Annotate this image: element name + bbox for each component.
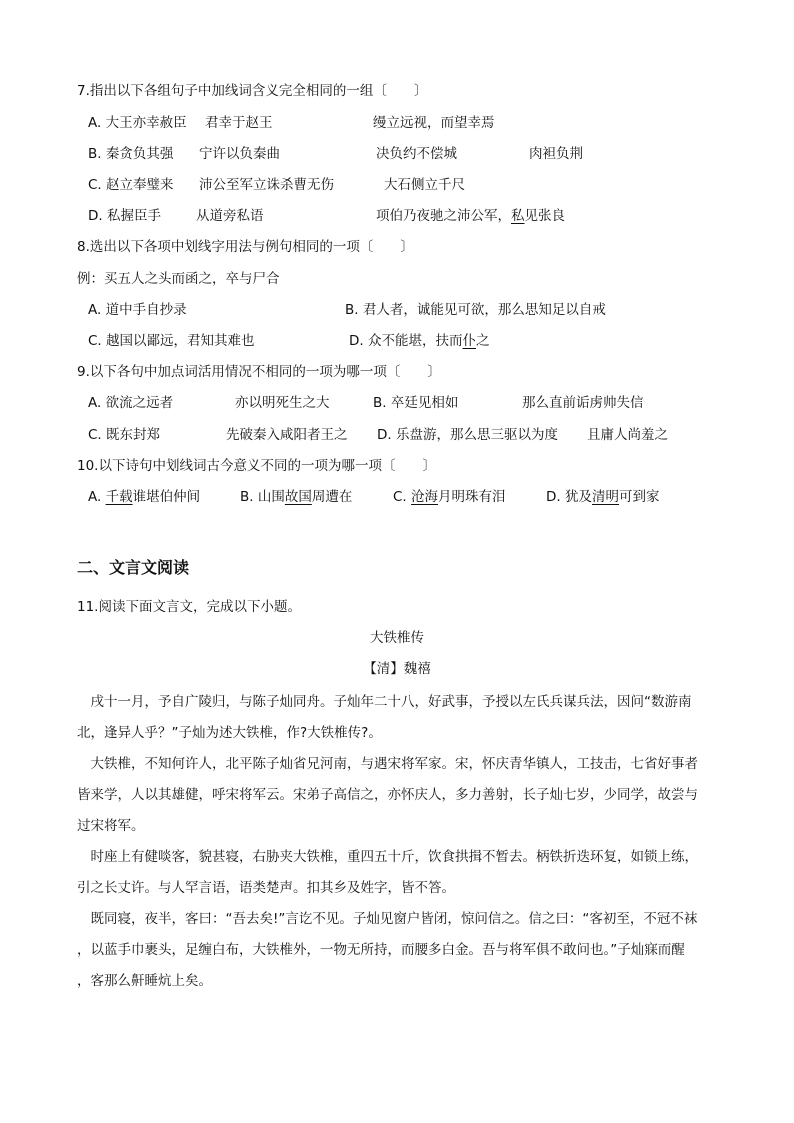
question-10-stem: 10.以下诗句中划线词古今意义不同的一项为哪一项〔 〕 (77, 458, 436, 474)
q10-a-pre: A. (88, 489, 106, 505)
section-title: 二、文言文阅读 (77, 558, 190, 577)
question-7-option-a (0, 114, 794, 132)
question-9-row-cd (0, 426, 794, 444)
question-9-stem: 9.以下各句中加点词活用情况不相同的一项为哪一项〔 〕 (77, 364, 441, 380)
q10-option-b (240, 488, 352, 506)
paragraph-2-line-3: 过宋将军。 (77, 818, 145, 834)
q7-c-1: C. 赵立奉璧来 (88, 177, 174, 193)
q7-d-2: 从道旁私语 (196, 208, 264, 224)
question-8-stem: 8.选出以下各项中划线字用法与例句相同的一项〔 〕 (77, 239, 414, 255)
q10-c-pre: C. (393, 489, 412, 505)
question-7-stem: 7.指出以下各组句子中加线词含义完全相同的一组〔 〕 (77, 83, 428, 99)
q7-a-1: A. 大王亦幸赦臣 (88, 115, 187, 131)
passage-paragraph-2 (77, 749, 717, 842)
question-9-row-ab (0, 394, 794, 412)
paragraph-3-line-2: 引之长丈许。与人罕言语，语类楚声。扣其乡及姓字，皆不答。 (77, 880, 455, 896)
paragraph-1-line-1: 戌十一月，予自广陵归，与陈子灿同舟。子灿年二十八，好武事，予授以左氏兵谋兵法，因问“数游南 (77, 694, 692, 710)
paragraph-2-line-1: 大铁椎，不知何许人，北平陈子灿省兄河南，与遇宋将军家。宋，怀庆青华镇人，工技击，七省好事者 (77, 756, 698, 772)
q9-b-1: B. 卒廷见相如 (373, 395, 459, 411)
q7-d-1: D. 私握臣手 (88, 208, 161, 224)
paragraph-4-line-3: ，客那么鼾睡炕上矣。 (77, 973, 212, 989)
q9-c-1: C. 既东封郑 (88, 427, 161, 443)
paragraph-4-line-2: ，以蓝手巾裹头，足缠白布，大铁椎外，一物无所持，而腰多白金。吾与将军俱不敢问也。”子灿寐而醒 (77, 942, 685, 958)
q10-option-a (88, 488, 200, 506)
q9-d-1: D. 乐盘游，那么思三驱以为度 (377, 427, 558, 443)
q7-a-3: 缦立远视，而望幸焉 (373, 115, 495, 131)
question-8-example: 例：买五人之头而函之，卒与尸合 (77, 271, 280, 287)
q8-d-post: 之 (475, 333, 490, 349)
q7-c-3: 大石侧立千尺 (384, 177, 465, 193)
q7-b-1: B. 秦贪负其强 (88, 146, 174, 162)
question-7-option-d (0, 207, 794, 225)
passage-paragraph-1 (77, 687, 717, 749)
q7-b-3: 决负约不偿城 (376, 146, 457, 162)
q10-b-underlined: 故国 (284, 489, 312, 505)
q8-d-pre: D. 众不能堪，扶而 (349, 333, 463, 349)
q10-b-pre: B. 山围 (240, 489, 285, 505)
passage-author: 【清】魏禧 (363, 661, 431, 677)
q10-a-post: 谁堪伯仲间 (132, 489, 201, 505)
paragraph-1-line-2: 北，逢异人乎？”子灿为述大铁椎，作?大铁椎传?。 (77, 725, 382, 741)
paragraph-2-line-2: 皆来学，人以其雄健，呼宋将军云。宋弟子高信之，亦怀庆人，多力善射，长子灿七岁，少同学，故尝与 (77, 787, 698, 803)
q10-option-d (546, 488, 659, 506)
q10-option-c (393, 488, 506, 506)
q10-b-post: 周遭在 (311, 489, 353, 505)
passage-title: 大铁椎传 (370, 630, 424, 646)
q9-a-2: 亦以明死生之大 (235, 395, 330, 411)
passage-paragraph-3 (77, 842, 717, 904)
passage-paragraph-4 (77, 904, 717, 997)
q7-d-3-rest: 见张良 (524, 208, 565, 224)
q8-option-d (349, 332, 489, 350)
q7-a-2: 君幸于赵王 (205, 115, 273, 131)
q7-d-3-text: 项伯乃夜驰之沛公军， (376, 208, 511, 224)
q7-c-2: 沛公至军立诛杀曹无伤 (199, 177, 334, 193)
q8-d-underlined: 仆 (462, 333, 476, 349)
q9-c-2: 先破秦入咸阳者王之 (226, 427, 348, 443)
q8-option-b: B. 君人者，诚能见可欲，那么思知足以自戒 (345, 302, 606, 318)
q10-a-underlined: 千载 (105, 489, 133, 505)
q9-d-2: 且庸人尚羞之 (587, 427, 668, 443)
q8-option-c: C. 越国以鄙远，君知其难也 (88, 333, 255, 349)
paragraph-4-line-1: 既同寝，夜半，客曰：“吾去矣!”言讫不见。子灿见窗户皆闭，惊问信之。信之曰：“客初至，不冠不袜 (77, 911, 698, 927)
q8-option-a: A. 道中手自抄录 (88, 302, 187, 318)
q10-d-pre: D. 犹及 (546, 489, 592, 505)
q7-d-3 (376, 207, 565, 225)
question-11-stem: 11.阅读下面文言文，完成以下小题。 (77, 599, 301, 615)
q9-b-2: 那么直前诟虏帅失信 (522, 395, 644, 411)
question-10-options (0, 488, 794, 506)
q7-b-4: 肉袒负荆 (529, 146, 583, 162)
q10-d-underlined: 清明 (591, 489, 619, 505)
q7-b-2: 宁许以负秦曲 (199, 146, 280, 162)
question-8-row-cd (0, 332, 794, 350)
q10-c-underlined: 沧海 (411, 489, 439, 505)
paragraph-3-line-1: 时座上有健啖客，貌甚寝，右胁夹大铁椎，重四五十斤，饮食拱揖不暂去。柄铁折迭环复，如锁上练， (77, 849, 698, 865)
question-7-option-c (0, 176, 794, 194)
question-7-option-b (0, 145, 794, 163)
q10-c-post: 月明珠有泪 (438, 489, 506, 505)
question-8-row-ab (0, 301, 794, 319)
q7-d-3-underlined: 私 (511, 208, 525, 224)
q10-d-post: 可到家 (618, 489, 660, 505)
q9-a-1: A. 欲流之远者 (88, 395, 174, 411)
